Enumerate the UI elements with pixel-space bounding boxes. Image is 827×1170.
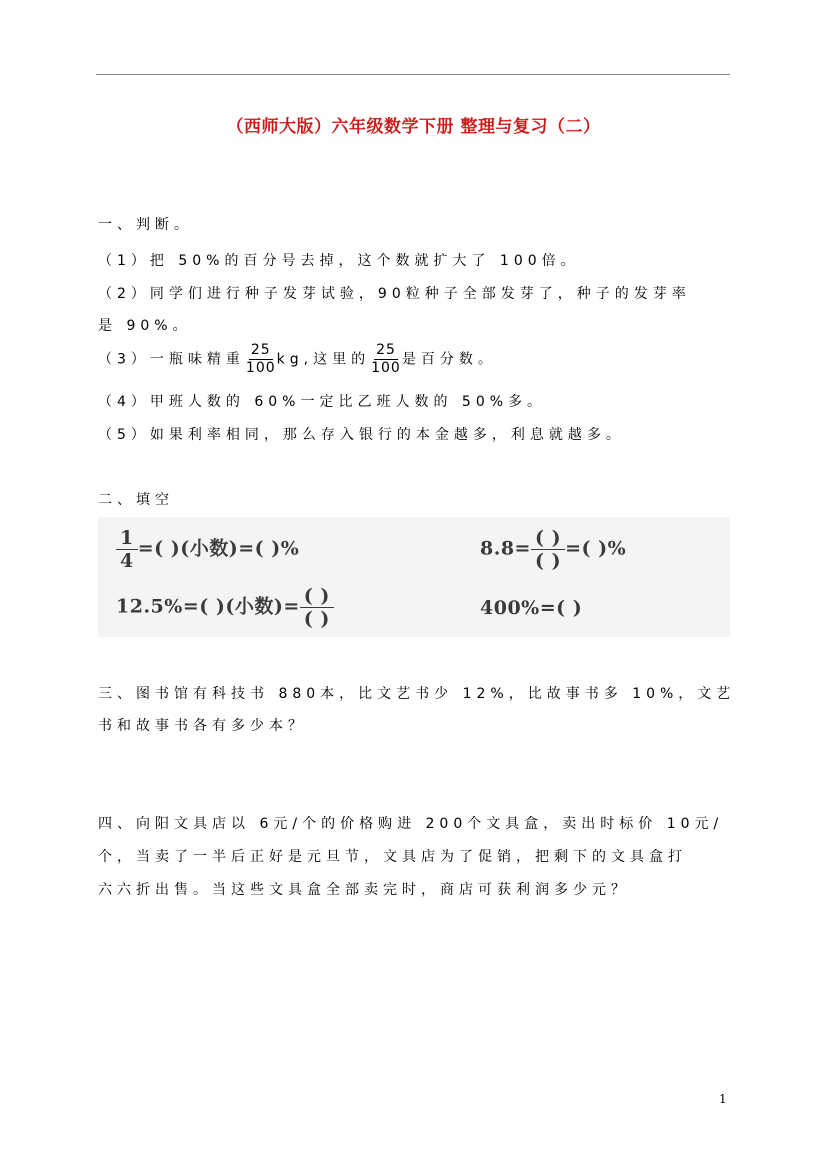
fill-item-3-denominator: ( )	[303, 608, 330, 630]
question-1-1: （1）把 50%的百分号去掉，这个数就扩大了 100倍。	[98, 253, 580, 269]
fill-in-blank-image	[98, 517, 730, 637]
fill-item-2-numerator: ( )	[531, 527, 565, 550]
question-1-4: （4）甲班人数的 60%一定比乙班人数的 50%多。	[98, 394, 547, 410]
page-number: 1	[719, 1092, 727, 1106]
section1-heading: 一、判断。	[98, 217, 193, 233]
fill-item-3	[116, 585, 334, 630]
page-title: （西师大版）六年级数学下册 整理与复习（二）	[226, 117, 601, 137]
q3-fraction	[246, 342, 276, 377]
fill-item-2-prefix: 8.8=	[480, 537, 531, 560]
fill-item-1	[116, 527, 299, 572]
fill-item-2-fraction	[531, 527, 565, 572]
fill-item-1-rest: =( )(小数)=( )%	[137, 537, 300, 560]
q3-suffix: 是百分数。	[401, 351, 497, 368]
section3-line1: 三、图书馆有科技书 880本，比文艺书少 12%，比故事书多 10%，文艺	[98, 686, 736, 702]
q3-fraction-2	[371, 342, 401, 377]
section2-heading: 二、填空	[98, 492, 174, 508]
fill-item-3-prefix: 12.5%=( )(小数)=	[116, 595, 300, 618]
q3-fraction2-numerator: 25	[376, 342, 396, 358]
fill-item-3-numerator: ( )	[300, 585, 334, 608]
fill-item-1-numerator: 1	[116, 527, 138, 550]
fill-item-3-fraction	[300, 585, 334, 630]
q3-middle: kg,这里的	[276, 351, 371, 368]
section4-line2: 个，当卖了一半后正好是元旦节，文具店为了促销，把剩下的文具盒打	[98, 849, 687, 865]
section3-line2: 书和故事书各有多少本？	[98, 718, 307, 734]
q3-fraction-denominator: 100	[245, 360, 276, 376]
question-1-3	[98, 342, 497, 377]
section4-line3: 六六折出售。当这些文具盒全部卖完时，商店可获利润多少元？	[98, 882, 630, 898]
header-rule	[96, 74, 730, 75]
fill-item-1-denominator: 4	[120, 550, 134, 572]
question-1-2-line1: （2）同学们进行种子发芽试验，90粒种子全部发芽了，种子的发芽率	[98, 286, 691, 302]
q3-fraction2-denominator: 100	[371, 360, 401, 376]
q3-prefix: （3）一瓶味精重	[98, 351, 245, 368]
section4-line1: 四、向阳文具店以 6元/个的价格购进 200个文具盒，卖出时标价 10元/	[98, 816, 724, 832]
fill-item-4: 400%=( )	[480, 597, 583, 619]
q3-fraction-numerator: 25	[250, 342, 271, 358]
fill-item-2-rest: =( )%	[565, 537, 627, 560]
question-1-2-line2: 是 90%。	[98, 318, 192, 334]
fill-item-1-fraction	[116, 527, 138, 572]
fill-item-2	[480, 527, 626, 572]
question-1-5: （5）如果利率相同，那么存入银行的本金越多，利息就越多。	[98, 427, 625, 443]
fill-item-2-denominator: ( )	[534, 550, 562, 572]
